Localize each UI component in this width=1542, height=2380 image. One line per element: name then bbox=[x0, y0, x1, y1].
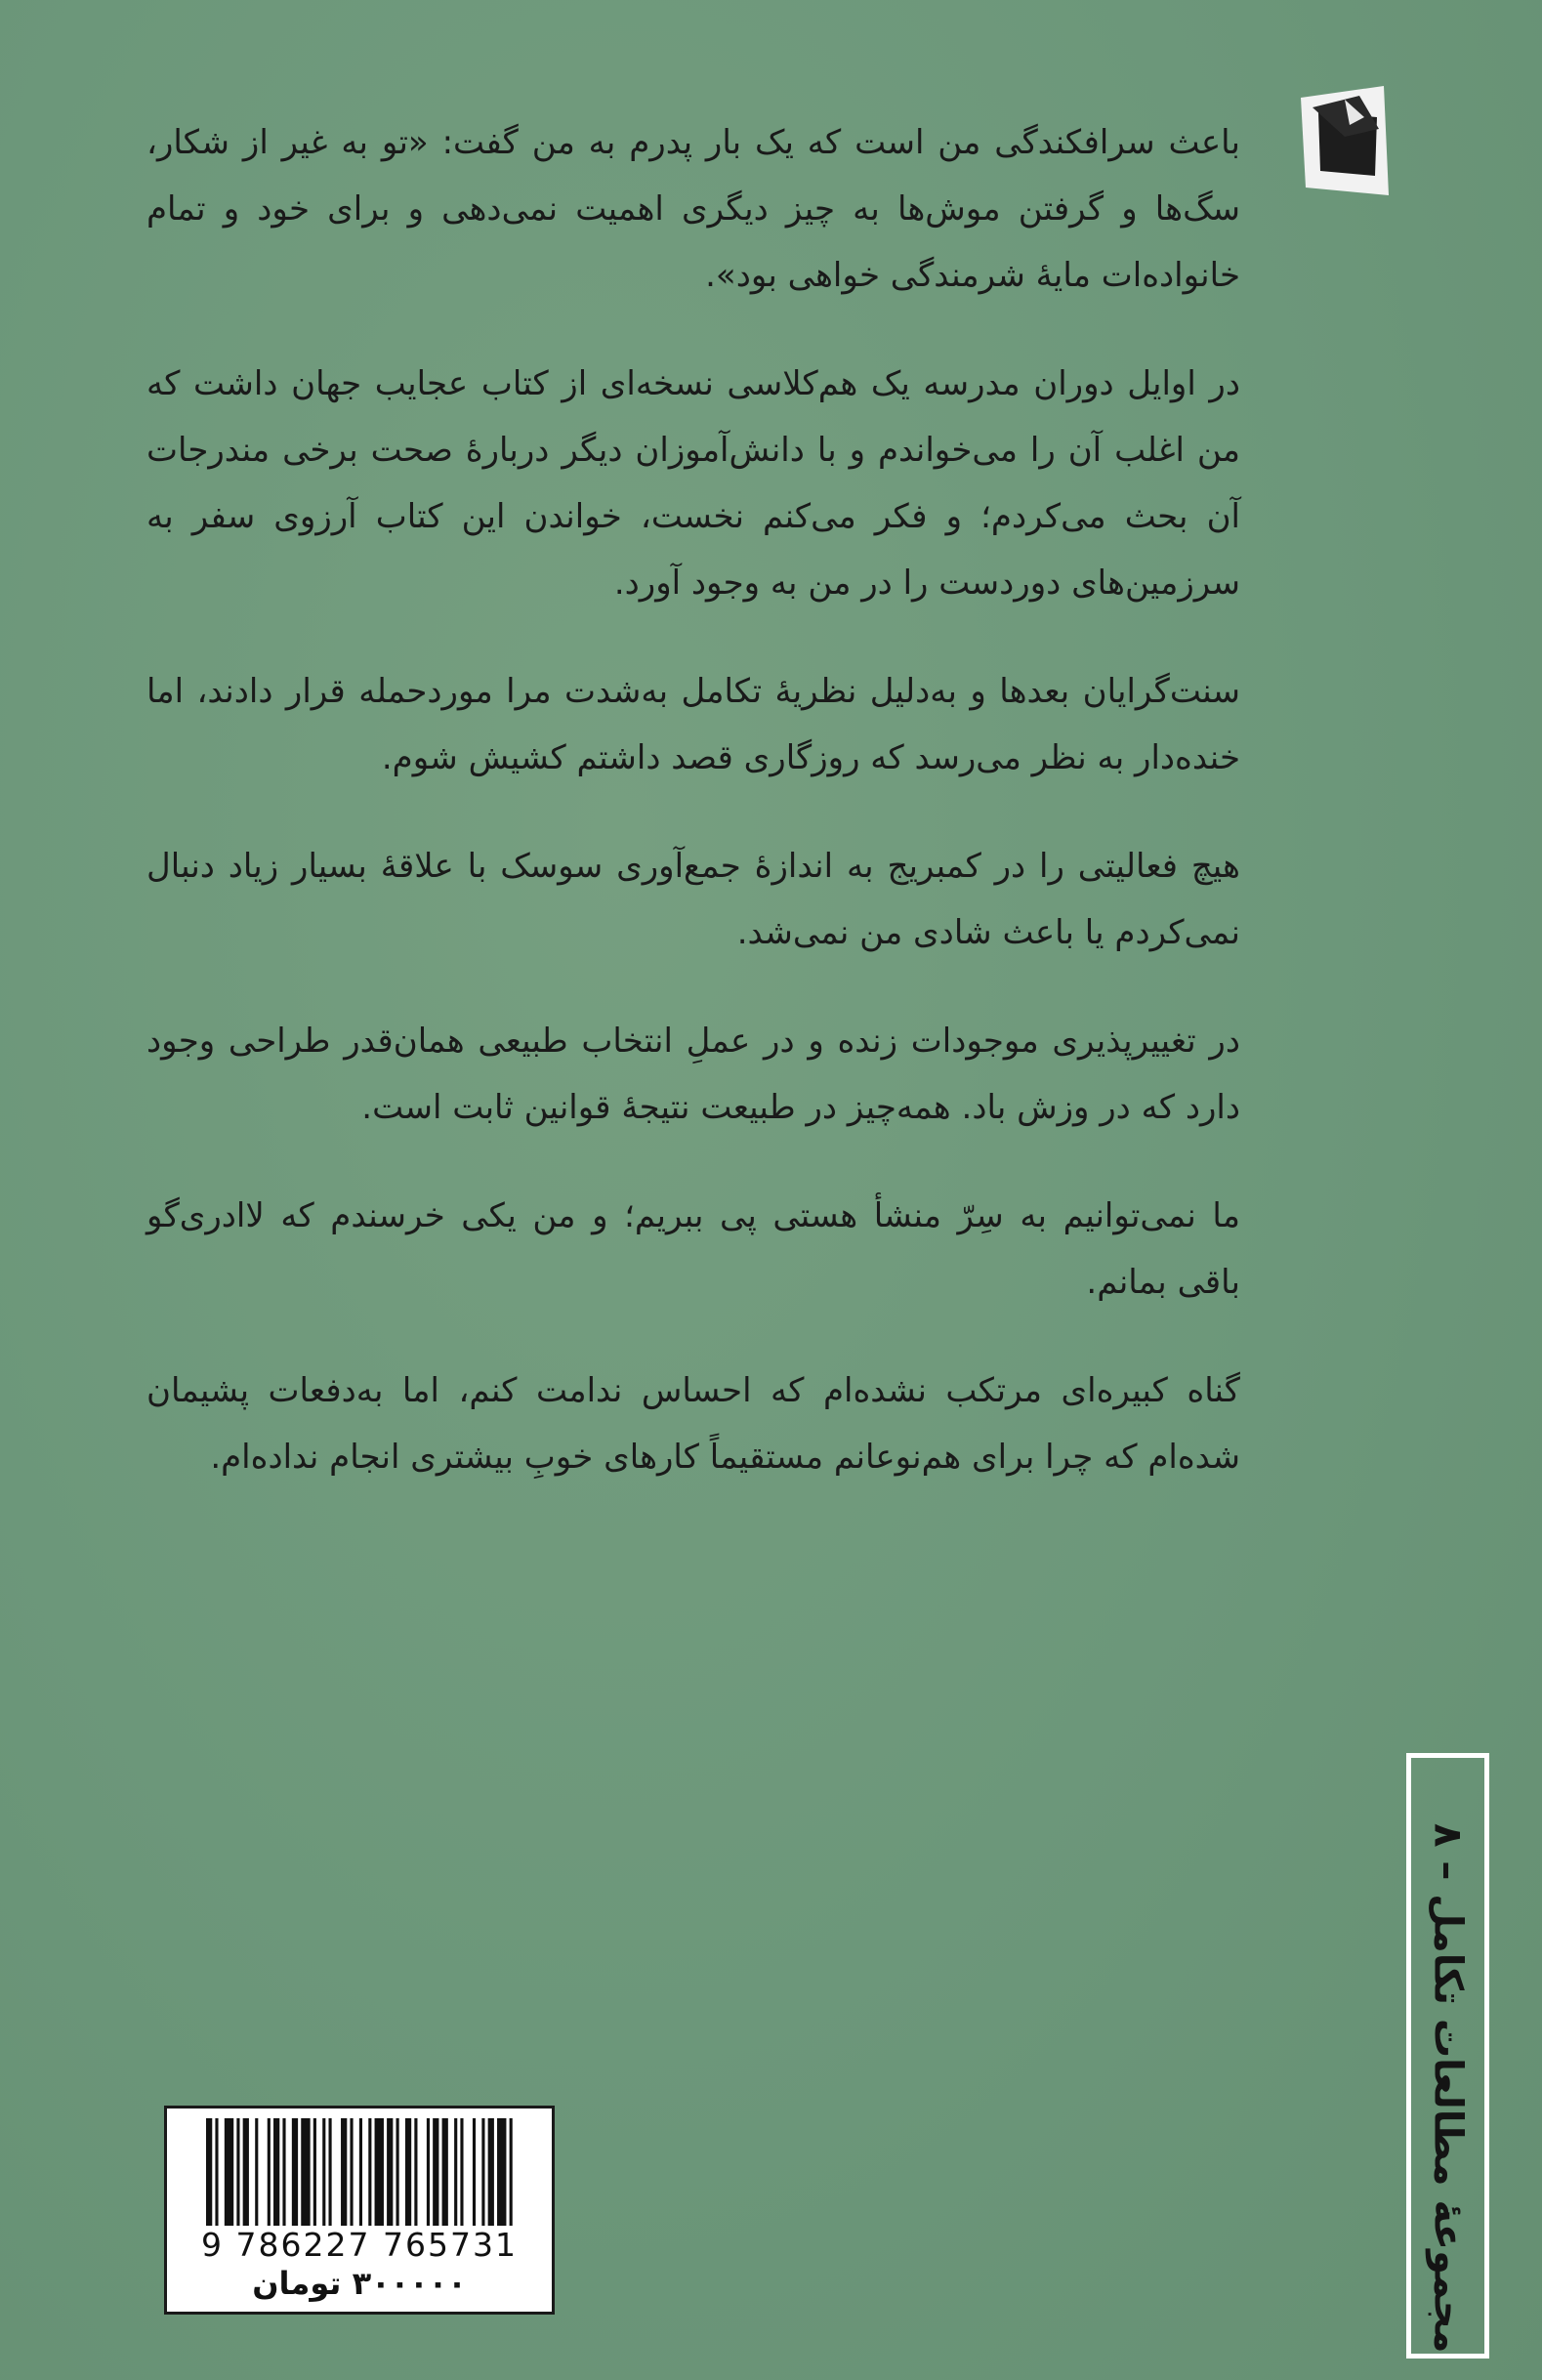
barcode-bar bbox=[359, 2118, 362, 2226]
barcode-bar bbox=[322, 2118, 325, 2226]
barcode-bar bbox=[497, 2118, 506, 2226]
quote-paragraph: باعث سرافکندگی من است که یک بار پدرم به من گفت: «تو به غیر از شکار، سگ‌ها و گرفتن موش‌ها به چیز دیگری اهمیت نمی‌دهی و برای خود و تمام خانواده‌ات مایهٔ شرمندگی خواهی بود». bbox=[146, 123, 1240, 295]
series-title-box bbox=[1406, 1753, 1489, 2359]
isbn-number: 9 786227 765731 bbox=[201, 2226, 518, 2264]
quote-paragraph: ما نمی‌توانیم به سِرّ منشأ هستی پی ببریم؛ و من یکی خرسندم که لاادری‌گو باقی بمانم. bbox=[146, 1196, 1240, 1302]
barcode-bar bbox=[427, 2118, 430, 2226]
barcode-bar bbox=[488, 2118, 494, 2226]
barcode-bar bbox=[301, 2118, 310, 2226]
barcode-bar bbox=[414, 2118, 417, 2226]
barcode-bar bbox=[268, 2118, 271, 2226]
barcode-bar bbox=[350, 2118, 353, 2226]
barcode-bar bbox=[368, 2118, 371, 2226]
quote-paragraph: در اوایل دوران مدرسه یک هم‌کلاسی نسخه‌ای از کتاب عجایب جهان داشت که من اغلب آن را می‌خواندم و با دانش‌آموزان دیگر دربارهٔ صحت برخی مندرجات آن بحث می‌کردم؛ و فکر می‌کنم نخست، خواندن این کتاب آرزوی سفر به سرزمین‌های دوردست را در من به وجود آورد. bbox=[146, 364, 1240, 603]
quote-paragraph: سنت‌گرایان بعدها و به‌دلیل نظریهٔ تکامل به‌شدت مرا موردحمله قرار دادند، اما خنده‌دار به نظر می‌رسد که روزگاری قصد داشتم کشیش شوم. bbox=[146, 672, 1240, 777]
back-cover-text bbox=[146, 109, 1240, 1532]
barcode-bar bbox=[273, 2118, 279, 2226]
barcode-bar bbox=[255, 2118, 258, 2226]
quote-paragraph: در تغییرپذیری موجودات زنده و در عملِ انتخاب طبیعی همان‌قدر طراحی وجود دارد که در وزش باد. همه‌چیز در طبیعت نتیجهٔ قوانین ثابت است. bbox=[146, 1022, 1240, 1127]
barcode-bar bbox=[206, 2118, 212, 2226]
barcode-bar bbox=[460, 2118, 463, 2226]
barcode-bar bbox=[510, 2118, 513, 2226]
barcode-bar bbox=[341, 2118, 347, 2226]
barcode-bar bbox=[225, 2118, 233, 2226]
quote-paragraph: گناه کبیره‌ای مرتکب نشده‌ام که احساس ندامت کنم، اما به‌دفعات پشیمان شده‌ام که چرا برای هم‌نوعانم مستقیماً کارهای خوبِ بیشتری انجام نداده‌ام. bbox=[146, 1371, 1240, 1477]
barcode-bar bbox=[292, 2118, 298, 2226]
barcode-bar bbox=[454, 2118, 457, 2226]
barcode-bar bbox=[215, 2118, 218, 2226]
barcode-bar bbox=[481, 2118, 484, 2226]
barcode-bar bbox=[387, 2118, 393, 2226]
series-title: مجموعهٔ مطالعات تکامل – ۸ bbox=[1425, 1823, 1471, 2354]
barcode-bar bbox=[236, 2118, 239, 2226]
barcode-label bbox=[164, 2106, 555, 2315]
barcode-bar bbox=[396, 2118, 399, 2226]
quote-paragraph: هیچ فعالیتی را در کمبریج به اندازهٔ جمع‌آوری سوسک با علاقهٔ بسیار زیاد دنبال نمی‌کردم یا باعث شادی من نمی‌شد. bbox=[146, 847, 1240, 952]
barcode-bar bbox=[313, 2118, 316, 2226]
barcode-bar bbox=[328, 2118, 331, 2226]
barcode-bar bbox=[473, 2118, 476, 2226]
publisher-logo-icon bbox=[1291, 78, 1398, 205]
barcode-icon bbox=[206, 2118, 519, 2226]
barcode-bar bbox=[282, 2118, 285, 2226]
barcode-bar bbox=[433, 2118, 438, 2226]
barcode-bar bbox=[442, 2118, 448, 2226]
barcode-bar bbox=[405, 2118, 411, 2226]
barcode-bar bbox=[375, 2118, 384, 2226]
price-label: ۳۰۰۰۰۰ تومان bbox=[252, 2265, 467, 2302]
barcode-bar bbox=[243, 2118, 249, 2226]
